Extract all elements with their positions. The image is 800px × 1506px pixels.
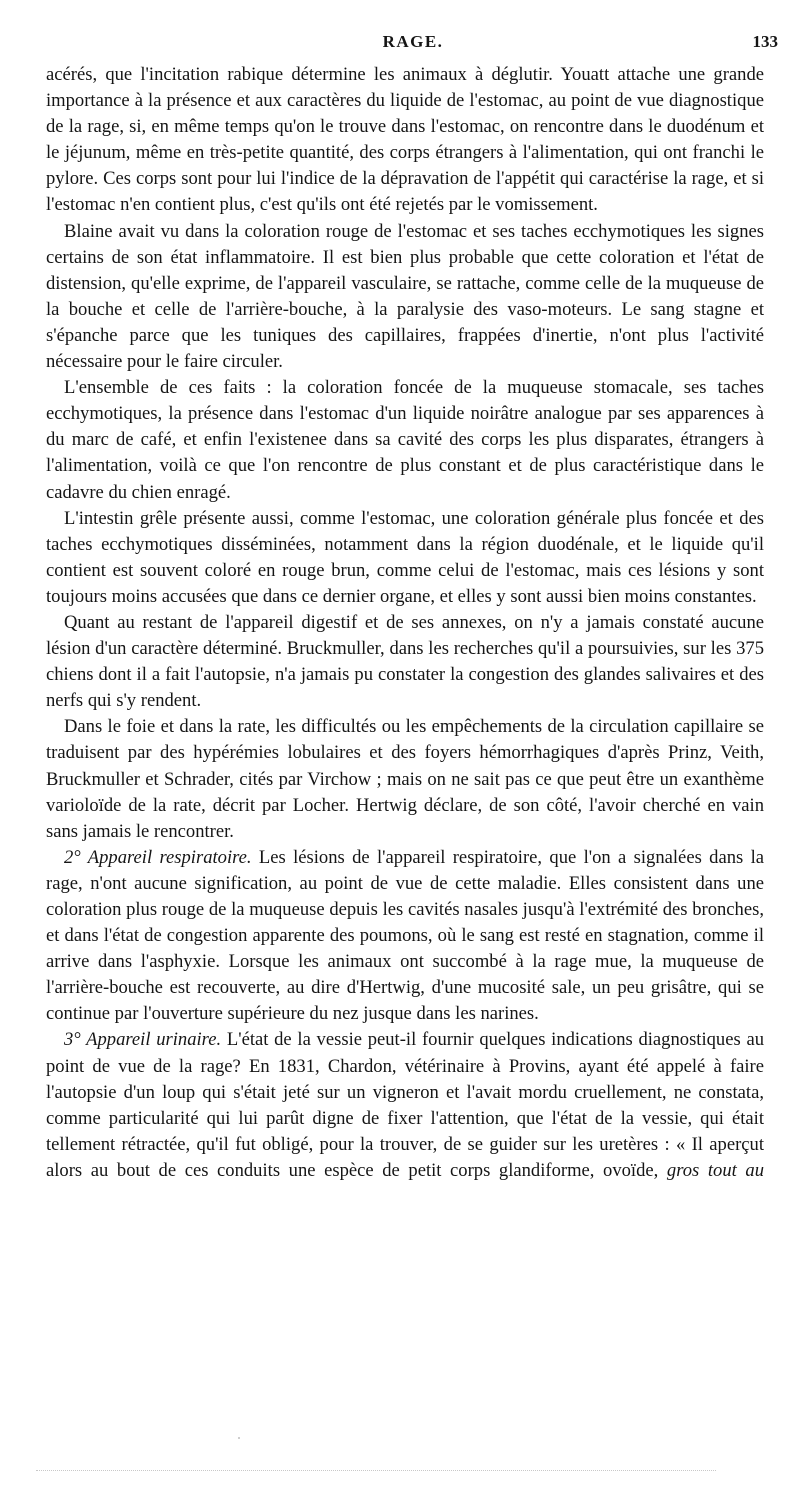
scan-speck	[238, 1437, 240, 1439]
paragraph-text: L'ensemble de ces faits : la coloration foncée de la muqueuse stomacale, ses taches ecchymotiques, la présence dans l'estomac d'un liquide noirâtre analogue par ses apparences à du marc de café, et enfin l'existenee dans sa cavité des corps les plus disparates, étrangers à l'alimentation, voilà ce que l'on rencontre de plus constant et de plus caractéristique dans le cadavre du chien enragé.	[46, 377, 764, 503]
footer-dotted-rule	[36, 1470, 716, 1475]
paragraph-text: Dans le foie et dans la rate, les difficultés ou les empêchements de la circulation capillaire se traduisent par des hypérémies lobulaires et des foyers hémorrhagiques d'après Prinz, Veith, Bruckmuller et Schrader, cités par Virchow ; mais on ne sait pas ce que peut être un exanthème varioloïde de la rate, décrit par Locher. Hertwig déclare, de son côté, l'avoir cherché en vain sans jamais le rencontrer.	[46, 716, 764, 842]
paragraph-2	[46, 219, 764, 376]
paragraph-trailing-italic: gros tout au	[666, 1159, 765, 1181]
paragraph-urinary	[46, 1027, 764, 1184]
paragraph-text: Les lésions de l'appareil respiratoire, que l'on a signalées dans la rage, n'ont aucune signification, au point de vue de cette maladie. Elles consistent dans une coloration plus rouge de la muqueuse depuis les cavités nasales jusqu'à l'extrémité des bronches, et dans l'état de congestion apparente des poumons, où le sang est resté en stagnation, comme il arrive dans l'asphyxie. Lorsque les animaux ont succombé à la rage mue, la muqueuse de l'arrière-bouche est recouverte, au dire d'Hertwig, d'une mucosité sale, un peu grisâtre, qui se continue par l'ouverture supérieure du nez jusque dans les narines.	[46, 846, 764, 1025]
paragraph-5	[46, 610, 764, 714]
paragraph-text: L'état de la vessie peut-il fournir quelques indications diagnostiques au point de vue de la rage? En 1831, Chardon, vétérinaire à Provins, ayant été appelé à faire l'autopsie d'un loup qui s'était jeté sur un vigneron et l'avait mordu cruellement, ne constata, comme particularité qui lui parût digne de fixer l'attention, que l'état de la vessie, qui était tellement rétractée, qu'il fut obligé, pour la trouver, de se guider sur les uretères : « Il aperçut alors au bout de ces conduits une espèce de petit corps glandiforme, ovoïde,	[46, 1029, 764, 1181]
page-number: 133	[752, 32, 778, 51]
running-header	[48, 32, 778, 54]
paragraph-text: acérés, que l'incitation rabique détermine les animaux à déglutir. Youatt attache une grande importance à la présence et aux caractères du liquide de l'estomac, au point de vue diagnostique de la rage, si, en même temps qu'on le trouve dans l'estomac, on rencontre dans le duodénum et le jéjunum, même en très-petite quantité, des corps étrangers à l'alimentation, qui ont franchi le pylore. Ces corps sont pour lui l'indice de la dépravation de l'appétit qui caractérise la rage, et si l'estomac n'en contient plus, c'est qu'ils ont été rejetés par le vomissement.	[46, 64, 764, 216]
paragraph-6	[46, 714, 764, 844]
paragraph-3	[46, 375, 764, 505]
paragraph-respiratory	[46, 845, 764, 1028]
page-body	[46, 62, 764, 1184]
paragraph-text: Blaine avait vu dans la coloration rouge de l'estomac et ses taches ecchymotiques les signes certains de son état inflammatoire. Il est bien plus probable que cette coloration et l'état de distension, qu'elle exprime, de l'appareil vasculaire, se rattache, comme celle de la muqueuse de la bouche et celle de l'arrière-bouche, à la paralysie des vaso-moteurs. Le sang stagne et s'épanche parce que les tuniques des capillaires, frappées d'inertie, n'ont plus l'activité nécessaire pour le faire circuler.	[46, 220, 764, 373]
paragraph-4	[46, 506, 764, 610]
section-heading-respiratory: 2° Appareil respiratoire.	[64, 846, 252, 868]
running-title: RAGE.	[382, 32, 444, 51]
paragraph-text: L'intestin grêle présente aussi, comme l'estomac, une coloration générale plus foncée et des taches ecchymotiques disséminées, notamment dans la région duodénale, et le liquide qu'il contient est souvent coloré en rouge brun, comme celui de l'estomac, mais ces lésions y sont toujours moins accusées que dans ce dernier organe, et elles y sont aussi bien moins constantes.	[46, 507, 764, 607]
paragraph-1	[46, 62, 764, 219]
section-heading-urinary: 3° Appareil urinaire.	[64, 1029, 222, 1051]
paragraph-text: Quant au restant de l'appareil digestif et de ses annexes, on n'y a jamais constaté aucune lésion d'un caractère déterminé. Bruckmuller, dans les recherches qu'il a poursuivies, sur les 375 chiens dont il a fait l'autopsie, n'a jamais pu constater la congestion des glandes salivaires et des nerfs qui s'y rendent.	[46, 611, 764, 712]
